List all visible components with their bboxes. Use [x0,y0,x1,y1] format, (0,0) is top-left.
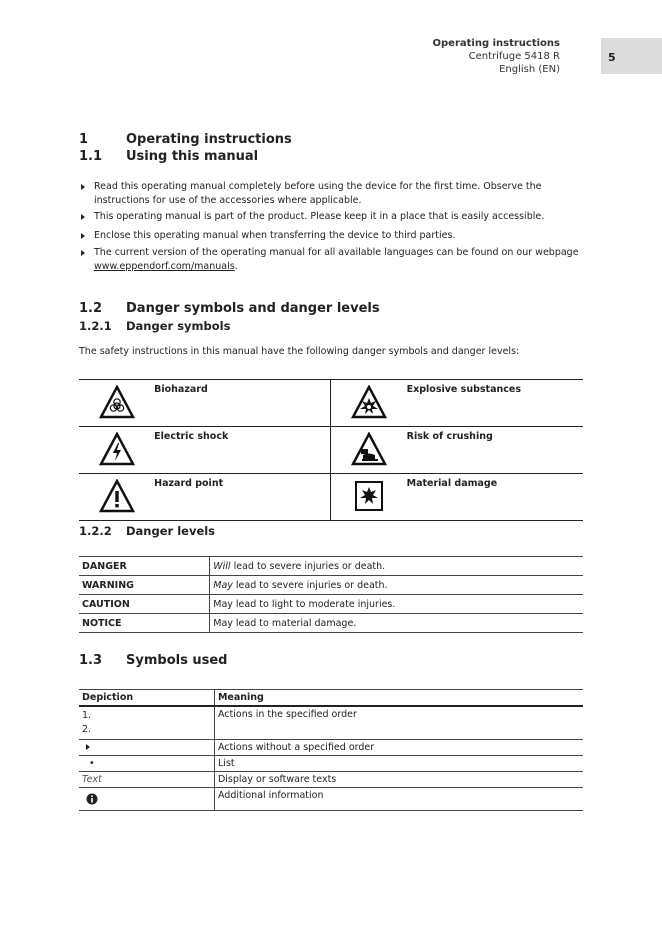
header-title: Operating instructions [432,38,560,49]
table-row [79,740,583,756]
meaning-cell: Actions in the specified order [214,706,583,740]
explosive-icon [351,385,387,419]
heading-1-2-1: 1.2.1 Danger symbols [79,319,231,333]
list-item: This operating manual is part of the product. Please keep it in a place that is easily accessible. [79,210,584,224]
symbol-label: Hazard point [154,474,331,521]
table-row [79,788,583,811]
level-text: Will lead to severe injuries or death. [210,557,583,576]
list-item: Enclose this operating manual when transferring the device to third parties. [79,229,584,243]
electric-shock-icon [99,432,135,466]
heading-1-2: 1.2 Danger symbols and danger levels [79,301,380,316]
depiction-cell: 1. 2. [79,706,214,740]
table-row [79,595,583,614]
heading-1-1: 1.1 Using this manual [79,149,259,164]
column-meaning: Meaning [214,690,583,707]
table-row [79,706,583,740]
level-key: DANGER [79,557,210,576]
column-depiction: Depiction [79,690,214,707]
table-row [79,756,583,772]
arrow-bullet-icon [81,184,85,190]
symbol-cell [79,474,154,521]
info-icon [86,793,98,805]
table-row [79,772,583,788]
depiction-cell: • [79,756,214,772]
list-item: The current version of the operating manual for all available languages can be found on our webpage www.eppendorf.com/manuals. [79,246,584,274]
level-text: May lead to light to moderate injuries. [210,595,583,614]
danger-levels-table [79,556,583,633]
table-row [79,614,583,633]
symbol-label: Risk of crushing [407,427,583,474]
symbol-cell [331,380,407,427]
heading-1-3: 1.3 Symbols used [79,653,228,668]
biohazard-icon [99,385,135,419]
level-key: CAUTION [79,595,210,614]
symbols-used-table [79,689,583,811]
depiction-cell [79,740,214,756]
header-language: English (EN) [499,64,560,75]
material-damage-icon [351,479,387,513]
running-header [433,37,561,76]
symbol-label: Explosive substances [407,380,583,427]
arrow-bullet-icon [81,214,85,220]
symbol-cell [331,427,407,474]
page-number: 5 [601,38,662,74]
header-product: Centrifuge 5418 R [468,51,560,62]
danger-symbols-table [79,379,583,521]
crushing-icon [351,432,387,466]
symbol-label: Material damage [407,474,583,521]
symbol-cell [79,427,154,474]
heading-1: 1 Operating instructions [79,132,292,147]
level-text: May lead to material damage. [210,614,583,633]
meaning-cell: Additional information [214,788,583,811]
level-key: WARNING [79,576,210,595]
depiction-cell [79,788,214,811]
arrow-bullet-icon [81,233,85,239]
list-item: Read this operating manual completely before using the device for the first time. Observe the instructions for use of the accessories where applicable. [79,180,584,208]
table-header [79,690,583,707]
level-text: May lead to severe injuries or death. [210,576,583,595]
meaning-cell: Display or software texts [214,772,583,788]
symbol-label: Biohazard [154,380,331,427]
depiction-cell: Text [79,772,214,788]
symbol-label: Electric shock [154,427,331,474]
level-key: NOTICE [79,614,210,633]
intro-text: The safety instructions in this manual have the following danger symbols and danger levels: [79,346,520,357]
table-row [79,576,583,595]
meaning-cell: Actions without a specified order [214,740,583,756]
heading-1-2-2: 1.2.2 Danger levels [79,524,216,538]
symbol-cell [331,474,407,521]
meaning-cell: List [214,756,583,772]
manuals-link[interactable]: www.eppendorf.com/manuals [94,261,235,272]
arrow-bullet-icon [86,744,90,750]
symbol-cell [79,380,154,427]
hazard-point-icon [99,479,135,513]
table-row [79,557,583,576]
arrow-bullet-icon [81,250,85,256]
